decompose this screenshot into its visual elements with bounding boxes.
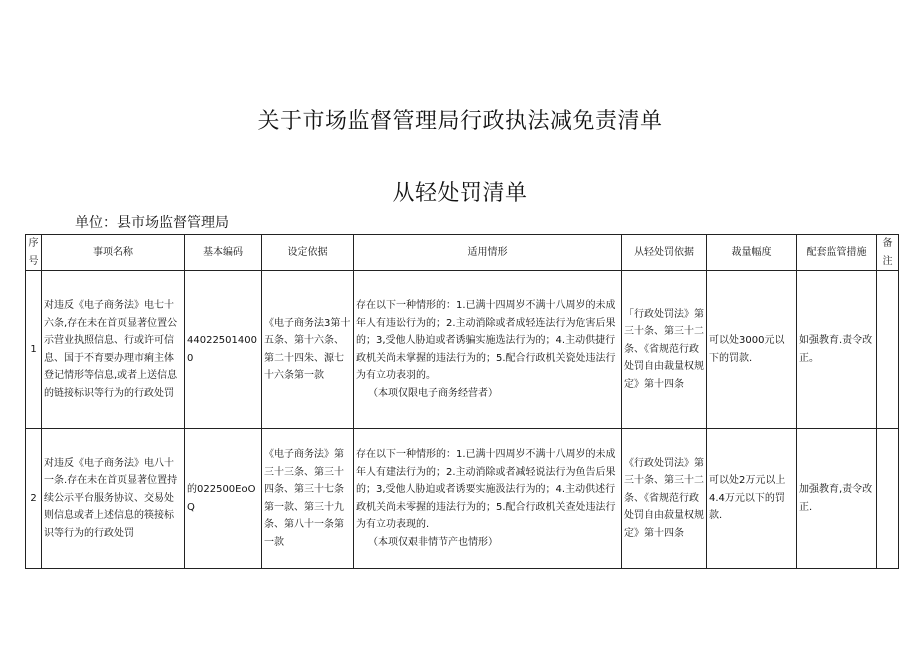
header-no: 序号 [26,235,42,271]
header-remark: 备注 [877,235,899,271]
row-range: 可以处3000元以下的罚款. [707,271,797,429]
header-lenient-basis: 从轻处罚依据 [622,235,707,271]
header-item: 事项名称 [42,235,185,271]
row-measure: 加强教育,责令改正. [797,429,877,569]
row-measure: 如强教育.责令改正。 [797,271,877,429]
row-basis: 《电子商务法3第十五条、第十六条、第二十四朱、源七十六条第一款 [262,271,354,429]
condition-text: 存在以下一种情形的：1.已满十四周岁不满十八周岁的未成年人有建法行为的；2.主动消除或者减轻说法行为鱼告后果的；3,受他人胁迫或者诱要实施汲法行为的；4.主动供述行政机关尚未零握的违法行为的；5.配合行政机关查处违法行为有立功表现的. [356,449,616,530]
header-code: 基本编码 [185,235,262,271]
header-condition: 适用情形 [354,235,622,271]
condition-note: （本项仅艰非情节产也情形） [368,536,498,548]
header-range: 裁量幅度 [707,235,797,271]
row-basis: 《电子商务法》第三十三条、第三十四条、第三十七条第一款、第三十九条、第八十一条第一款 [262,429,354,569]
row-range: 可以处2万元以上4.4万元以下的罚款. [707,429,797,569]
row-condition [354,271,622,429]
row-remark [877,429,899,569]
table-header-row [26,235,899,271]
table-row [26,429,899,569]
header-basis: 设定依据 [262,235,354,271]
row-no: 2 [26,429,42,569]
unit-label: 单位：县市场监督管理局 [75,215,229,231]
row-no: 1 [26,271,42,429]
row-item: 对违反《电子商务法》电八十一条.存在未在首页显著位置持续公示平台服务协议、交易处则信息或者上述信息的筷接标识等行为的行政处罚 [42,429,185,569]
header-measure: 配套监管措施 [797,235,877,271]
condition-text: 存在以下一种情形的：1.已满十四周岁不满十八周岁的未成年人有违讼行为的；2.主动消除或者成轻连法行为危害后果的；3,受他人胁迫或者诱骗实施选法行为的；4.主动供捷行政机关尚未掌握的违法行为的；5.配合行政机关瓷处违法行为有立功表羽的。 [356,300,616,381]
row-code: 的022500EoOQ [185,429,262,569]
document-subtitle: 从轻处罚清单 [392,181,528,206]
table-row [26,271,899,429]
row-item: 对违反《电子商务法》电七十六条,存在未在首页显著位置公示营业执照信息、行或许可信息、国于不育要办理市痢主体登记情形等信息,或者上送信息的链接标识等行为的行政处罚 [42,271,185,429]
row-lenient-basis: 「行政处罚法》第三十条、第三十二条、《省规范行政处罚自由裁量权规定》第十四条 [622,271,707,429]
penalty-table [25,234,899,569]
row-code: 440225014000 [185,271,262,429]
document-title: 关于市场监督管理局行政执法减免责清单 [257,109,663,134]
row-remark [877,271,899,429]
row-lenient-basis: 《行政处罚法》第三十条、第三十二条、《省规范行政处罚自由菽量权规定》第十四条 [622,429,707,569]
row-condition [354,429,622,569]
condition-note: （本项仅限电子商务经营者） [368,387,498,399]
